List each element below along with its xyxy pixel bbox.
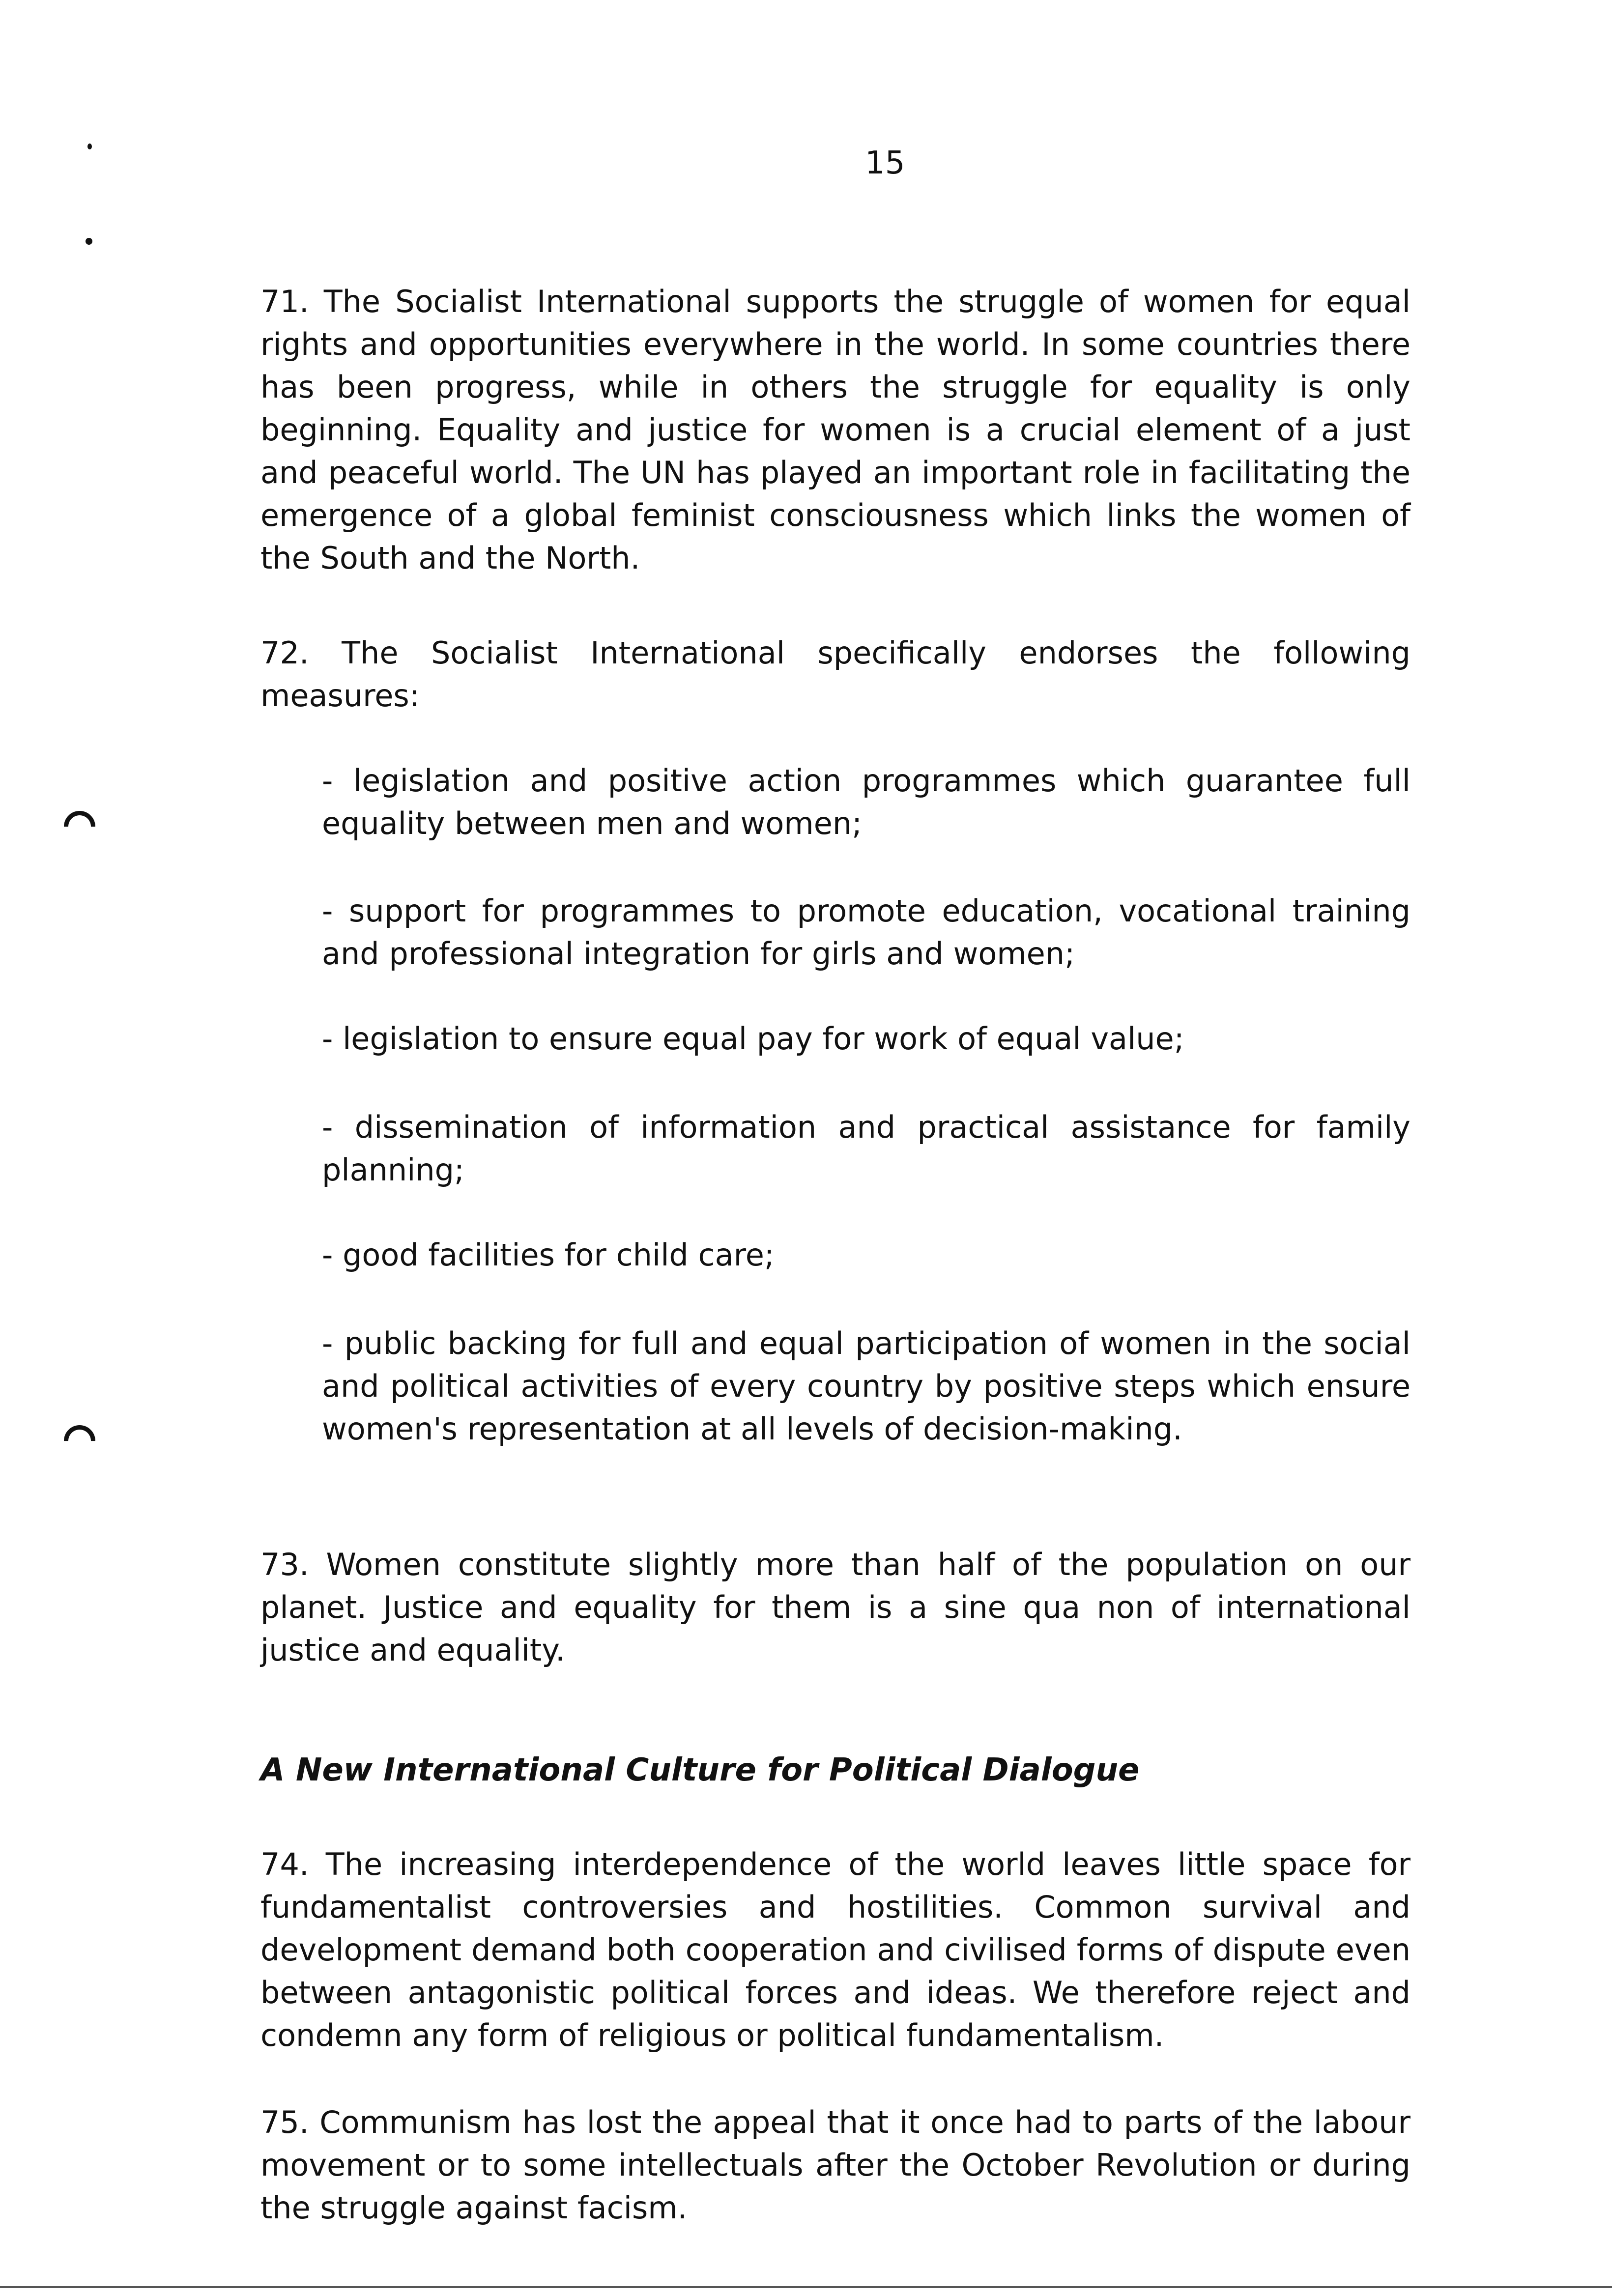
- paragraph-74: 74. The increasing interdependence of the world leaves little space for fundamentalist controversies and hostilities. Common survival and development demand both cooperation and civilised forms of dispute even between antagonistic political forces and ideas. We therefore reject and condemn any form of religious or political fundamentalism.: [260, 1846, 1410, 2053]
- measure-item: - public backing for full and equal participation of women in the social and political activities of every country by positive steps which ensure women's representation at all levels of decision-making.: [322, 1325, 1410, 1447]
- section-heading: A New International Culture for Political Dialogue: [260, 1752, 1140, 1788]
- scan-mark-dot: [86, 238, 92, 245]
- footer-rule: [0, 2286, 1612, 2288]
- measure-item: - support for programmes to promote education, vocational training and professional integration for girls and women;: [322, 893, 1410, 972]
- punch-hole-mark: [58, 1419, 102, 1464]
- page-number: 15: [865, 145, 905, 181]
- paragraph-73: 73. Women constitute slightly more than half of the population on our planet. Justice and equality for them is a sine qua non of international justice and equality.: [260, 1547, 1410, 1668]
- punch-hole-mark: [58, 804, 102, 849]
- measure-item: - dissemination of information and practical assistance for family planning;: [322, 1109, 1410, 1188]
- scan-mark-dot: [87, 144, 92, 149]
- paragraph-72: 72. The Socialist International specifically endorses the following measures:: [260, 635, 1410, 714]
- measure-item: - legislation and positive action programmes which guarantee full equality between men and women;: [322, 763, 1410, 841]
- measure-item: - good facilities for child care;: [322, 1237, 775, 1273]
- paragraph-71: 71. The Socialist International supports the struggle of women for equal rights and opportunities everywhere in the world. In some countries there has been progress, while in others the struggle for equality is only beginning. Equality and justice for women is a crucial element of a just and peaceful world. The UN has played an important role in facilitating the emergence of a global feminist consciousness which links the women of the South and the North.: [260, 284, 1410, 576]
- paragraph-75: 75. Communism has lost the appeal that it once had to parts of the labour movement or to some intellectuals after the October Revolution or during the struggle against facism.: [260, 2104, 1410, 2226]
- measure-item: - legislation to ensure equal pay for work of equal value;: [322, 1021, 1184, 1057]
